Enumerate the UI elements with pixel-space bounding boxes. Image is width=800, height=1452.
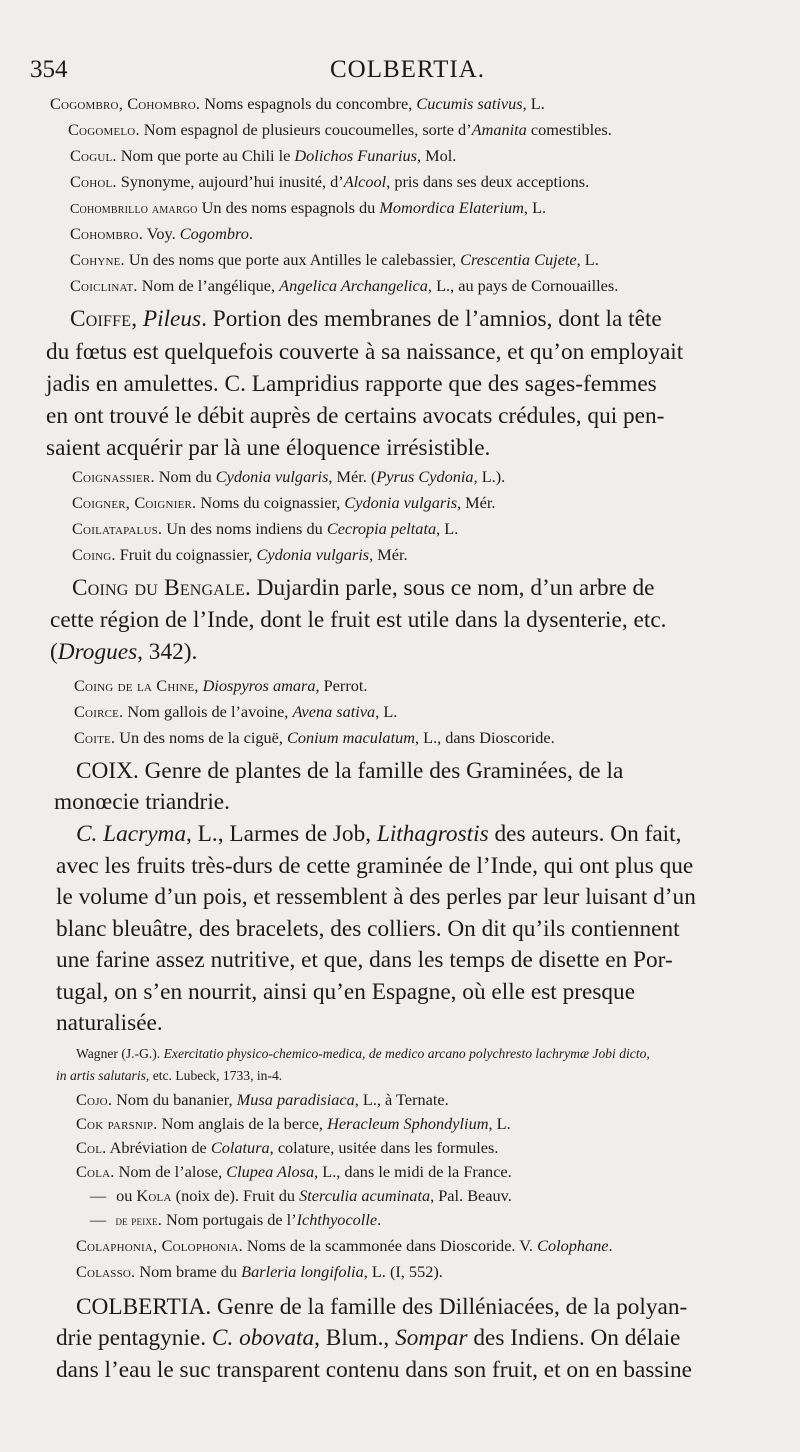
entry-cohyne: Cohyne. Un des noms que porte aux Antilles le calebassier, Crescentia Cujete, L. [70,250,599,269]
entry-coing: Coing. Fruit du coignassier, Cydonia vulgaris, Mér. [72,545,408,564]
entry-cok-parsnip: Cok parsnip. Nom anglais de la berce, Heracleum Sphondylium, L. [76,1114,511,1133]
entry-colaphonia: Colaphonia, Colophonia. Noms de la scammonée dans Dioscoride. V. Colophane. [76,1236,613,1255]
entry-cohol: Cohol. Synonyme, aujourd’hui inusité, d’Alcool, pris dans ses deux acceptions. [70,172,590,191]
entry-kola: — ou Kola (noix de). Fruit du Sterculia acuminata, Pal. Beauv. [89,1186,512,1205]
coix-line-8: tugal, on s’en nourrit, ainsi qu’en Espagne, où elle est presque [56,979,636,1005]
coix-line-4: avec les fruits très-durs de cette graminée de l’Inde, qui ont plus que [56,853,694,879]
coix-line-1: COIX. Genre de plantes de la famille des Graminées, de la [76,758,624,784]
coiffe-line-3: jadis en amulettes. C. Lampridius rapporte que des sages-femmes [46,371,657,397]
entry-colasso: Colasso. Nom brame du Barleria longifolia, L. (I, 552). [76,1262,443,1281]
coiffe-line-1: Coiffe, Pileus. Portion des membranes de l’amnios, dont la tête [70,306,662,332]
entry-coilatapalus: Coilatapalus. Un des noms indiens du Cecropia peltata, L. [72,519,459,538]
coiffe-line-4: en ont trouvé le débit auprès de certains avocats crédules, qui pen- [46,403,665,429]
entry-cohombrillo: Cohombrillo amargo Un des noms espagnols du Momordica Elaterium, L. [70,198,547,217]
entry-coigner: Coigner, Coignier. Noms du coignassier, Cydonia vulgaris, Mér. [72,493,496,512]
entry-cogomelo: Cogomelo. Nom espagnol de plusieurs coucoumelles, sorte d’Amanita comestibles. [68,120,612,139]
entry-coignassier: Coignassier. Nom du Cydonia vulgaris, Mér. (Pyrus Cydonia, L.). [72,467,506,486]
coix-line-2: monœcie triandrie. [54,789,230,815]
entry-coirce: Coirce. Nom gallois de l’avoine, Avena sativa, L. [74,702,398,721]
wagner-line-1: Wagner (J.-G.). Exercitatio physico-chemico-medica, de medico arcano polychresto lachrymæ Jobi dicto, [76,1046,650,1061]
colbertia-line-3: dans l’eau le suc transparent contenu dans son fruit, et on en bassine [56,1357,692,1383]
entry-cohombro: Cohombro. Voy. Cogombro. [70,224,253,243]
entry-coite: Coite. Un des noms de la ciguë, Conium maculatum, L., dans Dioscoride. [74,728,555,747]
coix-line-7: une farine assez nutritive, et que, dans les temps de disette en Por- [56,947,673,973]
entry-cojo: Cojo. Nom du bananier, Musa paradisiaca, L., à Ternate. [76,1090,449,1109]
coing-bengale-line-1: Coing du Bengale. Dujardin parle, sous ce nom, d’un arbre de [72,575,655,601]
coix-line-5: le volume d’un pois, et ressemblent à des perles par leur luisant d’un [56,884,696,910]
entry-cogul: Cogul. Nom que porte au Chili le Dolichos Funarius, Mol. [70,146,457,165]
entry-coing-chine: Coing de la Chine, Diospyros amara, Perrot. [74,676,368,695]
wagner-line-2: in artis salutaris, etc. Lubeck, 1733, in-4. [56,1068,283,1083]
page-number: 354 [30,56,68,83]
coing-bengale-line-3: (Drogues, 342). [50,639,198,665]
entry-col: Col. Abréviation de Colatura, colature, usitée dans les formules. [76,1138,499,1157]
entry-coiclinat: Coiclinat. Nom de l’angélique, Angelica Archangelica, L., au pays de Cornouailles. [70,276,619,295]
coiffe-line-5: saient acquérir par là une éloquence irrésistible. [46,435,491,461]
coix-line-9: naturalisée. [56,1010,163,1036]
coix-line-3: C. Lacryma, L., Larmes de Job, Lithagrostis des auteurs. On fait, [76,821,682,847]
entry-cogombro: Cogombro, Cohombro. Noms espagnols du concombre, Cucumis sativus, L. [50,94,545,113]
entry-peixe: — de peixe. Nom portugais de l’Ichthyocolle. [89,1210,382,1229]
coing-bengale-line-2: cette région de l’Inde, dont le fruit est utile dans la dysenterie, etc. [50,607,667,633]
running-title: COLBERTIA. [330,56,486,83]
entry-cola: Cola. Nom de l’alose, Clupea Alosa, L., dans le midi de la France. [76,1162,512,1181]
coiffe-line-2: du fœtus est quelquefois couverte à sa naissance, et qu’on employait [46,339,684,365]
coix-line-6: blanc bleuâtre, des bracelets, des colliers. On dit qu’ils contiennent [56,916,680,942]
colbertia-line-2: drie pentagynie. C. obovata, Blum., Sompar des Indiens. On délaie [56,1325,681,1351]
colbertia-line-1: COLBERTIA. Genre de la famille des Dilléniacées, de la polyan- [76,1294,688,1320]
